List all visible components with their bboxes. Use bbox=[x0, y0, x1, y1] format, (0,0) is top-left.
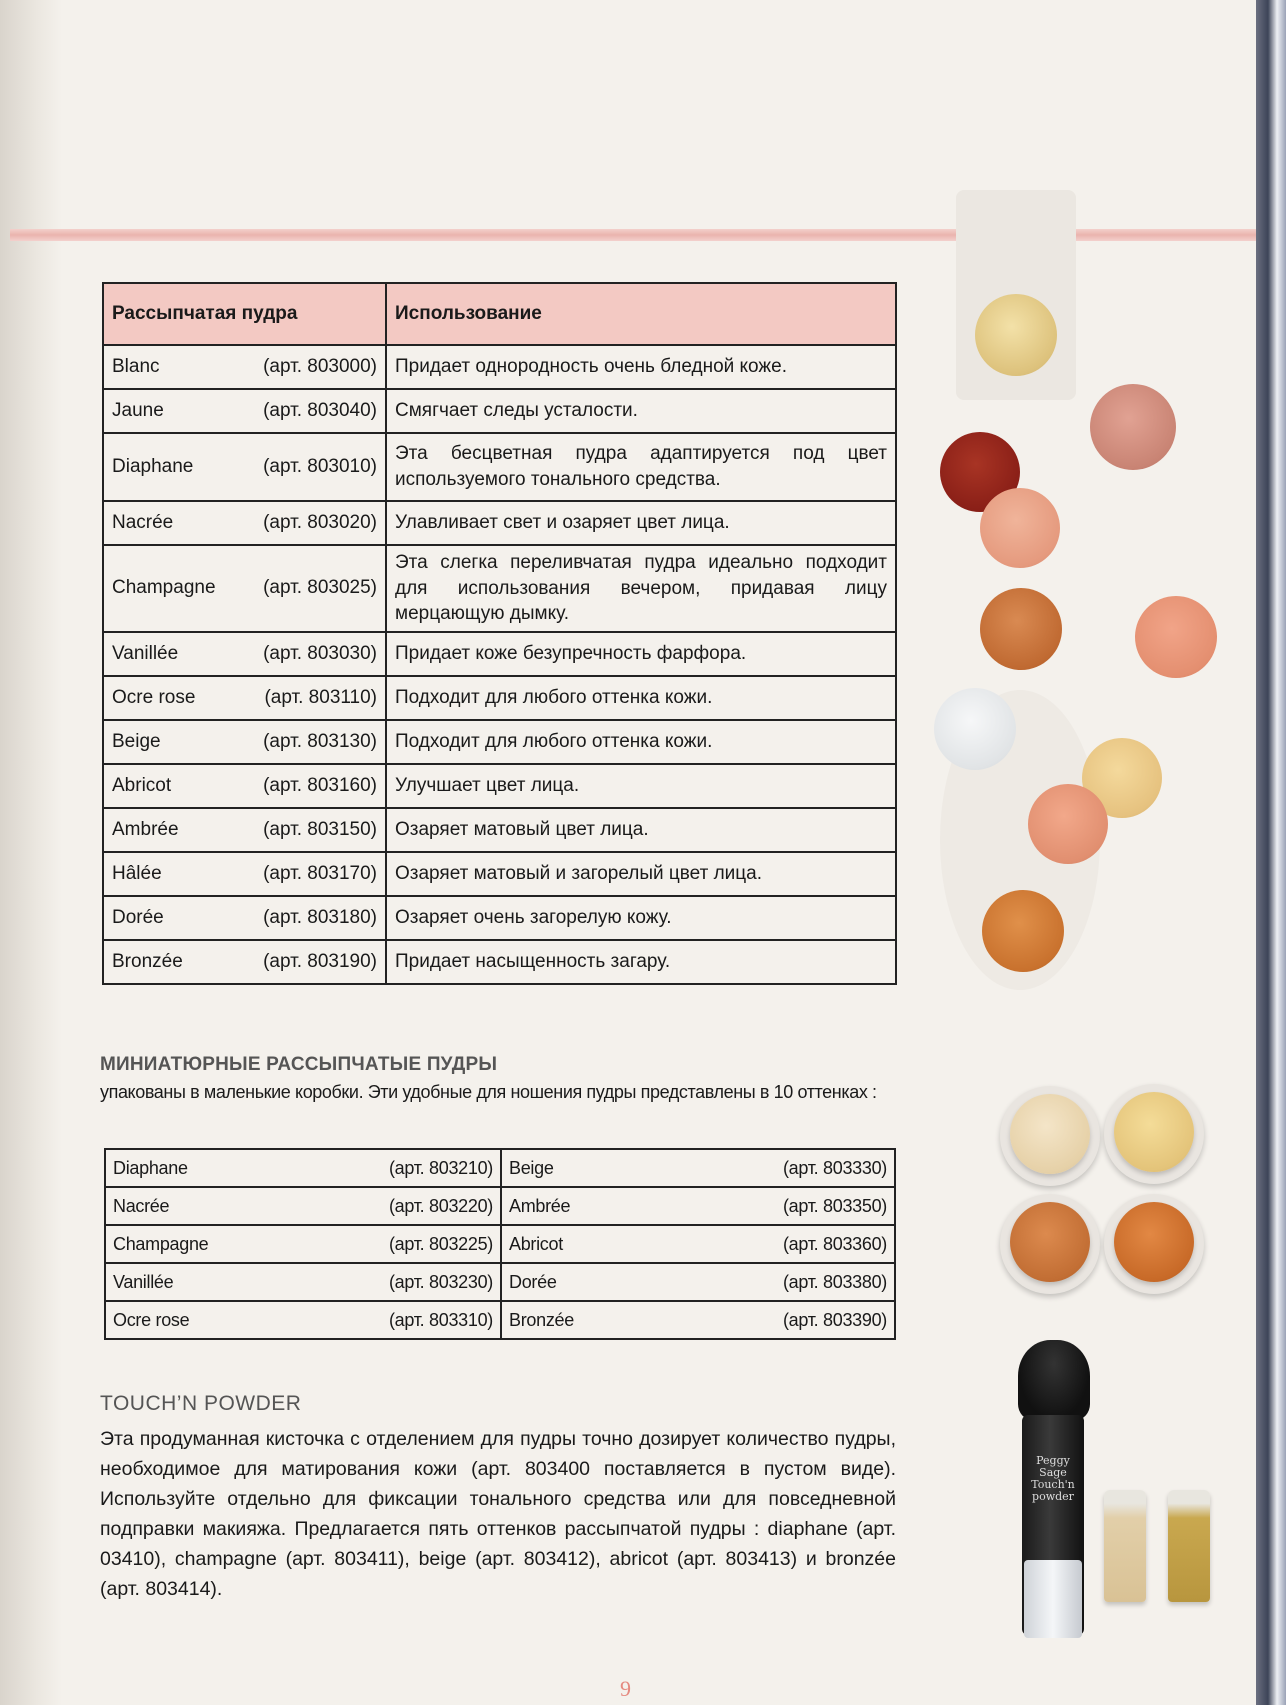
product-cell bbox=[103, 720, 386, 764]
powder-swatch bbox=[975, 294, 1057, 376]
mini-jar-powder bbox=[1114, 1092, 1194, 1172]
article-number: (арт. 803030) bbox=[263, 642, 377, 664]
brush-powder-chamber bbox=[1024, 1560, 1082, 1638]
article-number: (арт. 803025) bbox=[263, 577, 377, 599]
table-row bbox=[103, 808, 896, 852]
product-name: Vanillée bbox=[112, 642, 179, 664]
loose-powder-table bbox=[102, 282, 897, 985]
article-number: (арт. 803210) bbox=[388, 1157, 493, 1178]
touch-section-text: Эта продуманная кисточка с отделением для пудры точно дозирует количество пудры, необходимое для матирования кожи (арт. 803400 поставляется в пустом виде). Используйте отдельно для фиксации тонального средства или для повседневной подправки макияжа. Предлагается пять оттенков рассыпчатой пудры : diaphane (арт. 03410), champagne (арт. 803411), beige (арт. 803412), abricot (арт. 803413) и bronzée (арт. 803414). bbox=[100, 1428, 896, 1600]
table-row bbox=[103, 852, 896, 896]
mini-right-cell bbox=[501, 1149, 895, 1187]
usage-cell: Подходит для любого оттенка кожи. bbox=[386, 720, 896, 764]
mini-jar-powder bbox=[1010, 1202, 1090, 1282]
product-cell bbox=[103, 896, 386, 940]
product-name: Abricot bbox=[509, 1233, 563, 1254]
powder-swatch bbox=[1135, 596, 1217, 678]
product-cell bbox=[103, 501, 386, 545]
article-number: (арт. 803310) bbox=[388, 1309, 493, 1330]
product-cell bbox=[103, 345, 386, 389]
table-row bbox=[103, 896, 896, 940]
mini-left-cell bbox=[105, 1225, 501, 1263]
table-row bbox=[103, 940, 896, 984]
article-number: (арт. 803220) bbox=[388, 1195, 493, 1216]
product-name: Ocre rose bbox=[112, 686, 196, 708]
page-edge bbox=[1256, 0, 1286, 1705]
product-name: Nacrée bbox=[113, 1195, 170, 1216]
article-number: (арт. 803010) bbox=[263, 456, 377, 477]
usage-cell: Озаряет матовый и загорелый цвет лица. bbox=[386, 852, 896, 896]
page-gutter-shadow bbox=[0, 0, 62, 1705]
table-row bbox=[103, 545, 896, 632]
table-row bbox=[103, 720, 896, 764]
powder-vial bbox=[1104, 1490, 1146, 1602]
table-row bbox=[103, 433, 896, 501]
product-name: Diaphane bbox=[113, 1157, 188, 1178]
article-number: (арт. 803350) bbox=[782, 1195, 887, 1216]
usage-cell: Эта слегка переливчатая пудра идеально подходит для использования вечером, придавая лицу мерцающую дымку. bbox=[386, 545, 896, 632]
table-row bbox=[103, 389, 896, 433]
article-number: (арт. 803360) bbox=[782, 1233, 887, 1254]
powder-vial bbox=[1168, 1490, 1210, 1602]
usage-cell: Придает однородность очень бледной коже. bbox=[386, 345, 896, 389]
product-name: Hâlée bbox=[112, 862, 162, 884]
product-cell bbox=[103, 545, 386, 632]
page-number: 9 bbox=[620, 1676, 631, 1701]
article-number: (арт. 803225) bbox=[388, 1233, 493, 1254]
mini-jar-powder bbox=[1010, 1094, 1090, 1174]
product-name: Abricot bbox=[112, 774, 172, 796]
powder-swatch bbox=[1028, 784, 1108, 864]
article-number: (арт. 803390) bbox=[782, 1309, 887, 1330]
article-number: (арт. 803110) bbox=[264, 686, 377, 708]
article-number: (арт. 803150) bbox=[263, 818, 377, 840]
article-number: (арт. 803330) bbox=[782, 1157, 887, 1178]
article-number: (арт. 803130) bbox=[263, 730, 377, 752]
touch-section-title: TOUCH’N POWDER bbox=[100, 1392, 302, 1415]
product-name: Blanc bbox=[112, 356, 160, 377]
brush-logo: Peggy Sage Touch'n powder bbox=[1031, 1454, 1075, 1503]
mini-right-cell bbox=[501, 1301, 895, 1339]
article-number: (арт. 803160) bbox=[263, 774, 377, 796]
table-row bbox=[105, 1263, 895, 1301]
usage-cell: Подходит для любого оттенка кожи. bbox=[386, 676, 896, 720]
product-name: Jaune bbox=[112, 400, 164, 421]
table-row bbox=[105, 1187, 895, 1225]
usage-cell: Озаряет очень загорелую кожу. bbox=[386, 896, 896, 940]
article-number: (арт. 803190) bbox=[263, 950, 377, 972]
usage-cell: Улавливает свет и озаряет цвет лица. bbox=[386, 501, 896, 545]
mini-section-text: упакованы в маленькие коробки. Эти удобные для ношения пудры представлены в 10 оттенках : bbox=[100, 1082, 877, 1102]
product-cell bbox=[103, 764, 386, 808]
mini-right-cell bbox=[501, 1225, 895, 1263]
mini-section-title: МИНИАТЮРНЫЕ РАССЫПЧАТЫЕ ПУДРЫ bbox=[100, 1054, 498, 1075]
powder-swatch bbox=[1090, 384, 1176, 470]
product-name: Beige bbox=[509, 1157, 554, 1178]
article-number: (арт. 803180) bbox=[263, 906, 377, 928]
mini-jar-powder bbox=[1114, 1202, 1194, 1282]
product-name: Bronzée bbox=[509, 1309, 574, 1330]
product-cell bbox=[103, 852, 386, 896]
usage-cell: Эта бесцветная пудра адаптируется под цвет используемого тонального средства. bbox=[386, 433, 896, 501]
table-row bbox=[105, 1301, 895, 1339]
product-name: Champagne bbox=[112, 577, 216, 599]
usage-cell: Озаряет матовый цвет лица. bbox=[386, 808, 896, 852]
usage-cell: Смягчает следы усталости. bbox=[386, 389, 896, 433]
header-usage: Использование bbox=[386, 283, 896, 345]
table-row bbox=[103, 345, 896, 389]
product-name: Champagne bbox=[113, 1233, 209, 1254]
product-cell bbox=[103, 389, 386, 433]
powder-swatch bbox=[934, 688, 1016, 770]
mini-left-cell bbox=[105, 1187, 501, 1225]
table-row bbox=[103, 764, 896, 808]
product-name: Bronzée bbox=[112, 950, 183, 972]
table-row bbox=[103, 501, 896, 545]
product-name: Dorée bbox=[509, 1271, 557, 1292]
product-name: Dorée bbox=[112, 906, 164, 928]
mini-powder-table bbox=[104, 1148, 896, 1340]
mini-left-cell bbox=[105, 1263, 501, 1301]
header-product: Рассыпчатая пудра bbox=[103, 283, 386, 345]
table-row bbox=[105, 1225, 895, 1263]
product-cell bbox=[103, 676, 386, 720]
article-number: (арт. 803230) bbox=[388, 1271, 493, 1292]
powder-swatch bbox=[980, 588, 1062, 670]
product-name: Vanillée bbox=[113, 1271, 174, 1292]
product-cell bbox=[103, 940, 386, 984]
usage-cell: Придает коже безупречность фарфора. bbox=[386, 632, 896, 676]
product-name: Ambrée bbox=[112, 818, 179, 840]
product-name: Ambrée bbox=[509, 1195, 571, 1216]
product-name: Beige bbox=[112, 730, 161, 752]
mini-right-cell bbox=[501, 1187, 895, 1225]
usage-cell: Придает насыщенность загару. bbox=[386, 940, 896, 984]
brush-bristles bbox=[1018, 1340, 1090, 1420]
table-row bbox=[103, 676, 896, 720]
powder-swatch bbox=[982, 890, 1064, 972]
article-number: (арт. 803000) bbox=[263, 356, 377, 377]
product-name: Diaphane bbox=[112, 456, 194, 477]
mini-right-cell bbox=[501, 1263, 895, 1301]
product-cell bbox=[103, 632, 386, 676]
article-number: (арт. 803020) bbox=[263, 512, 377, 533]
mini-left-cell bbox=[105, 1149, 501, 1187]
table-row bbox=[105, 1149, 895, 1187]
usage-cell: Улучшает цвет лица. bbox=[386, 764, 896, 808]
product-cell bbox=[103, 433, 386, 501]
article-number: (арт. 803170) bbox=[263, 862, 377, 884]
article-number: (арт. 803380) bbox=[782, 1271, 887, 1292]
mini-left-cell bbox=[105, 1301, 501, 1339]
product-cell bbox=[103, 808, 386, 852]
product-name: Nacrée bbox=[112, 512, 174, 533]
powder-swatch bbox=[980, 488, 1060, 568]
article-number: (арт. 803040) bbox=[263, 400, 377, 421]
table-row bbox=[103, 632, 896, 676]
product-name: Ocre rose bbox=[113, 1309, 190, 1330]
